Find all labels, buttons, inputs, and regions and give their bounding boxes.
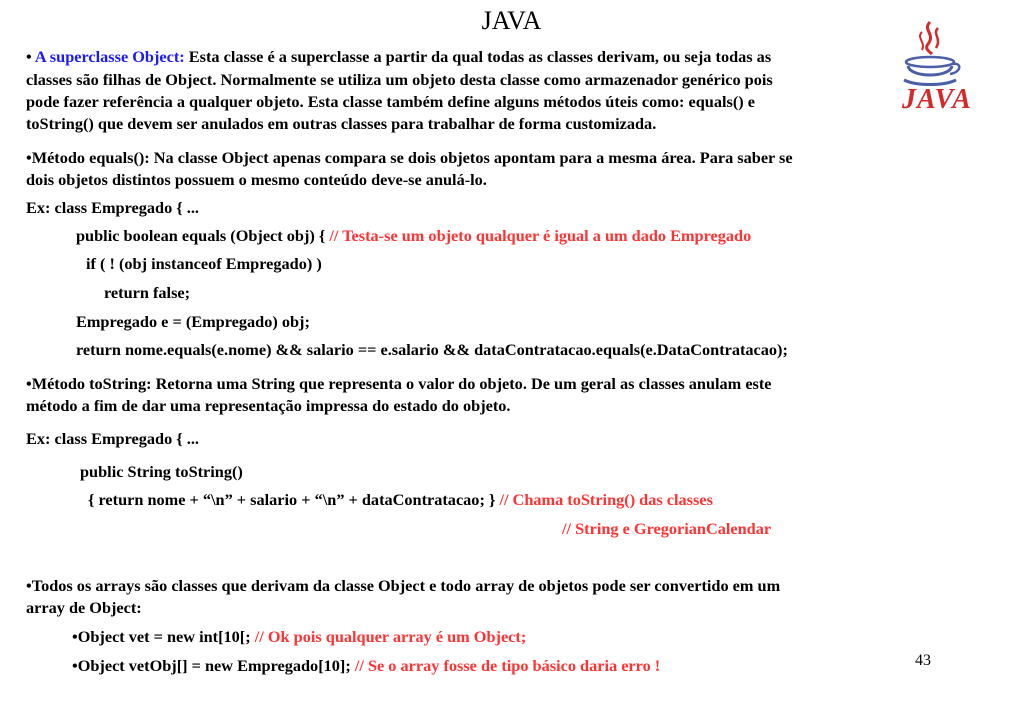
section2-line1: •Método equals(): Na classe Object apenas compara se dois objetos apontam para a mesma área. Para saber se	[26, 148, 793, 167]
section1-line1	[26, 46, 771, 68]
code1-line2-code: public boolean equals (Object obj) {	[76, 226, 330, 245]
section1-line2: classes são filhas de Object. Normalmente se utiliza um objeto desta classe como armazenador genérico pois	[26, 70, 773, 89]
code1-line6: return nome.equals(e.nome) && salario == e.salario && dataContratacao.equals(e.DataContratacao);	[76, 340, 788, 359]
section4-item2	[72, 655, 660, 677]
code2-line3	[88, 489, 713, 511]
page-number: 43	[915, 652, 931, 669]
code1-line2	[76, 225, 751, 247]
section1-heading: A superclasse Object:	[34, 47, 185, 66]
section4-item1-code: •Object vet = new int[10[;	[72, 627, 255, 646]
code1-line2-comment: // Testa-se um objeto qualquer é igual a um dado Empregado	[329, 226, 752, 245]
code2-line4-comment: // String e GregorianCalendar	[562, 519, 772, 538]
code1-line4: return false;	[104, 283, 191, 302]
section4-line2: array de Object:	[26, 598, 142, 617]
code2-line2: public String toString()	[80, 462, 243, 481]
section2-line2: dois objetos distintos possuem o mesmo conteúdo deve-se anulá-lo.	[26, 170, 487, 189]
section4-line1: •Todos os arrays são classes que derivam da classe Object e todo array de objetos pode ser convertido em um	[26, 576, 781, 595]
section3-line2: método a fim de dar uma representação impressa do estado do objeto.	[26, 396, 511, 415]
section3-line1: •Método toString: Retorna uma String que representa o valor do objeto. De um geral as classes anulam este	[26, 374, 772, 393]
code1-line3: if ( ! (obj instanceof Empregado) )	[86, 254, 322, 273]
code1-line5: Empregado e = (Empregado) obj;	[76, 312, 310, 331]
section4-item2-comment: // Se o array fosse de tipo básico daria erro !	[354, 656, 661, 675]
bullet: •	[26, 47, 32, 66]
section1-text: Esta classe é a superclasse a partir da qual todas as classes derivam, ou seja todas as	[184, 47, 772, 66]
code2-line1: Ex: class Empregado { ...	[26, 429, 200, 448]
section4-item2-code: •Object vetObj[] = new Empregado[10];	[72, 656, 355, 675]
page-title: JAVA	[481, 6, 542, 35]
java-logo	[896, 18, 972, 118]
section4-item1-comment: // Ok pois qualquer array é um Object;	[254, 627, 527, 646]
section4-item1	[72, 626, 526, 648]
code2-line3-code: { return nome + “\n” + salario + “\n” + dataContratacao; }	[88, 490, 500, 509]
section1-line4: toString() que devem ser anulados em outras classes para trabalhar de forma customizada.	[26, 114, 657, 133]
code2-line3-comment: // Chama toString() das classes	[499, 490, 713, 509]
code1-line1: Ex: class Empregado { ...	[26, 198, 200, 217]
java-logo-text: JAVA	[902, 84, 972, 115]
section1-line3: pode fazer referência a qualquer objeto. Esta classe também define alguns métodos úteis como: equals() e	[26, 92, 755, 111]
